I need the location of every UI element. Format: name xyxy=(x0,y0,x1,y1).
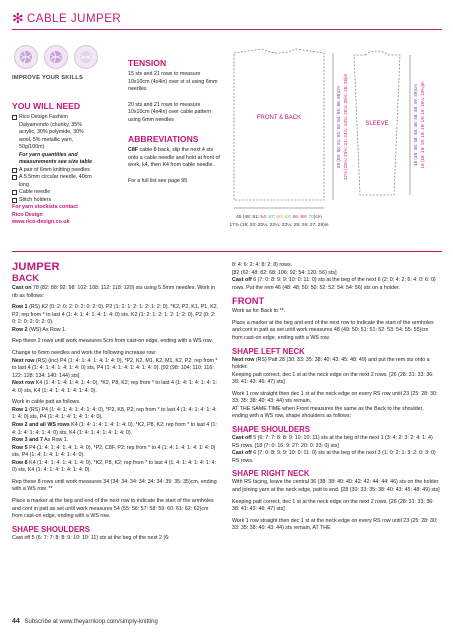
tension-text: 20 sts and 21 rows to measure 10x10cm (4x4in) over cable pattern using 6mm needles xyxy=(128,101,212,123)
section-divider xyxy=(12,251,442,252)
instruction: Work 1 row straight then dec 1 st at the neck edge on every RS row until 23 (25: 28: 30: 33: 35: 38: 40: 43: 44) sts remain, AT THE SAME TIME when Front measures the same as the Back to the shoulder, ending with a WS row, shape shoulders as follows: xyxy=(232,390,438,420)
page-title: CABLE JUMPER xyxy=(27,13,122,25)
instruction: 8: 4: 6: 2: 4: 8: 2: 8) rows. xyxy=(232,262,293,268)
instruction: Cast off 6 (7: 0: 8: 9: 9: 10: 0: 11: 0) sts at the beg of the next 6 (2: 0: 4: 2: 6: 4: 0: 6: 0) rows. Put the rem 46 (48: 48: 50: 50: 52: 52: 54: 54: 56) sts on a holder. xyxy=(232,277,436,291)
instruction: Cast off 5 (6: 7: 7: 8: 8: 9: 10: 10: 11) sts at the beg of the next 1 (3: 4: 2: 3: 2: 4: 1: 4) RS rows. [18 (7: 0: 16: 9: 27: 20: 0: 33: 0) sts] xyxy=(232,435,433,449)
page-footer xyxy=(12,617,158,627)
instruction: Keeping patt correct, dec 1 st at the neck edge on the next 2 rows. [26 (28: 31: 33: 36: 38: 41: 43: 46: 47) sts] xyxy=(232,371,434,386)
front-heading: FRONT xyxy=(232,295,265,307)
checkbox-icon xyxy=(12,168,17,173)
instruction: Cast off 6 (7: 0: 8: 9: 9: 10: 0: 11: 0) sts at the beg of the next 3 (1: 0: 2: 1: 3: 2: 0: 3: 0) RS rows. xyxy=(232,450,436,464)
sleeve-measure-in: 19 (19: 19: 19: 19: 19: 19: 19: 19¼: 19¼)in xyxy=(420,81,425,169)
shape-shoulders-heading: SHAPE SHOULDERS xyxy=(12,524,90,534)
instruction: Row 5 P4 (1: 4: 1: 4: 1: 4: 1: 4: 0), *P2, C8F, P2; rep from * to 4 (1: 4: 1: 4: 1: 4: 1: 4: 0) sts, P4 (1: 4: 1: 4: 1: 4: 1: 4: 0). xyxy=(12,444,216,459)
checklist-item: Rico Design Fashion xyxy=(12,114,122,122)
instruction: Rep these 2 rows until work measures 5cm from cast-on edge, ending with a WS row. xyxy=(12,338,213,345)
skills-label: IMPROVE YOUR SKILLS xyxy=(12,75,84,81)
instruction: Keeping patt correct, dec 1 st at the neck edge on the next 2 rows. [26 (28: 31: 33: 36: 38: 41: 43: 46: 47) sts] xyxy=(232,498,434,513)
star-icon: ✻ xyxy=(12,10,24,26)
back-heading: BACK xyxy=(12,272,40,283)
tension-section xyxy=(128,57,218,124)
yarn-ball-icon xyxy=(74,45,98,69)
instruction: [82 (62: 48: 82: 68: 106: 92: 54: 120: 56) sts] xyxy=(232,269,337,276)
width-measure-cm: 45 (48: 51: 54: 57: 60: 63: 66: 69: 70)cm xyxy=(236,215,322,220)
instruction: Cast off 5 (6: 7: 7: 8: 8: 9: 10: 10: 11) sts at the beg of the next 2 (6: xyxy=(12,534,170,541)
tension-heading: TENSION xyxy=(128,58,167,68)
checkbox-icon xyxy=(12,175,17,180)
instruction: Cast on 78 (82: 88: 92: 98: 102: 108: 112: 118: 120) sts using 5.5mm needles. Work in rib as follows: xyxy=(12,285,216,299)
shape-left-neck-heading: SHAPE LEFT NECK xyxy=(232,346,305,356)
shape-shoulders-heading: SHAPE SHOULDERS xyxy=(232,425,310,435)
checkbox-icon xyxy=(12,190,17,195)
instruction: Row 1 (RS) K2 (0: 2: 0: 2: 0: 2: 0: 2: 0). P2 (1: 2: 1: 2: 1: 2: 1: 2: 0). *K2, P2, K1, P1, K2, P2; rep from * to last 4 (1: 4: 1: 4: 1: 4: 1: 4: 0) sts. K2 (1: 2: 1: 2: 1: 2: 1: 2: 0), P2 (0: 2: 0: 2: 0: 2: 0: 2: 0). xyxy=(12,304,219,326)
page-number: 44 xyxy=(12,618,20,625)
instruction: With RS facing, leave the central 36 (38: 38: 40: 40: 42: 42: 44: 44: 46) sts on the holder and joining yarn at the neck edge, patt to end. [28 (30: 33: 35: 38: 40: 43: 45: 48: 49) sts] xyxy=(232,479,440,493)
instruction: Row 3 and 7 As Row 1. xyxy=(12,437,69,444)
pattern-column-right xyxy=(232,262,440,537)
sleeve-measure-cm: 48 (48: 48: 48: 48: 48: 48: 48: 49: 49)cm xyxy=(413,84,418,166)
length-measure-in: 22¾ (23¼: 23½: 24: 24½: 24¾: 25¼: 25½: 26: 26)in xyxy=(343,73,348,181)
checkbox-icon xyxy=(12,198,17,203)
checklist-item: Stitch holders xyxy=(12,197,122,205)
you-will-need-heading: YOU WILL NEED xyxy=(12,101,81,111)
subscribe-link[interactable]: Subscribe at www.theyarnloop.com/simply-knitting xyxy=(24,619,158,625)
instruction: Work 1 row straight then dec 1 st at the neck edge on every RS row until 23 (25: 28: 30: 33: 35: 38: 40: 43: 44) sts remain, AT THE xyxy=(232,517,438,532)
pattern-column-left xyxy=(12,262,220,546)
instruction: Next row K4 (1: 4: 1: 4: 1: 4: 1: 4: 0), *K2, P8, K2; rep from * to last 4 (1: 4: 1: 4: 1: 4: 1: 4: 0) sts, K4 (1: 4: 1: 4: 1: 4: 1: 4: 0). xyxy=(12,380,217,394)
checkbox-icon xyxy=(12,115,17,120)
abbreviation-note: For a full list see page 95 xyxy=(128,177,188,184)
checklist-item: Cable needle xyxy=(12,189,122,197)
instruction: Work in cable patt as follows. Row 1 (RS) P4 (1: 4: 1: 4: 1: 4: 1: 4: 0), *P2, K8, P2; rep from * to last 4 (1: 4: 1: 4: 1: 4: 1: 4: 0) sts, P4 (1: 4: 1: 4: 1: 4: 1: 4: 0). xyxy=(12,399,217,421)
abbreviations-section xyxy=(128,133,220,185)
garment-schematic xyxy=(222,45,444,245)
instruction: Change to 6mm needles and work the following increase row: Next row (RS) (inc) P4 (1: 4: 1: 4: 1: 4: 1: 4: 0), *P2, K2, M1, K2, M1, K2, P2; rep from * to last 4 (1: 4: 1: 4: 1: 4: 1: 4: 0) sts, P4 (1: 4: 1: 4: 1: 4: 1: 4: 0). [92 (98: 104: 110: 116: 122: 128: 134: 140: 144) sts] xyxy=(12,350,218,379)
instruction: Row 2 and all WS rows K4 (1: 4: 1: 4: 1: 4: 1: 4: 0), *K2, P8, K2; rep from * to last 4 (1: 4: 1: 4: 1: 4: 1: 4: 0) sts, K4 (1: 4: 1: 4: 1: 4: 1: 4: 0). xyxy=(12,422,217,436)
checklist-item: A pair of 6mm knitting needles xyxy=(12,167,122,175)
instruction: Work as for Back to **. xyxy=(232,308,286,315)
abbreviation-entry: C8F cable 8 back, slip the next 4 sts onto a cable needle and hold at front of work, k4, then K4 from cable needle. xyxy=(128,147,220,169)
page-header xyxy=(12,8,442,30)
instruction: Place a marker at the beg and end of the next row to indicate the start of the armholes and cont in patt as set until work measures 54 (55: 56: 57: 58: 59: 60: 61: 62: 62)cm from cast-on edge, ending with a WS row. xyxy=(12,498,214,520)
skill-icons xyxy=(14,45,112,69)
front-back-label: FRONT & BACK xyxy=(256,115,302,121)
instruction: Place a marker at the beg and end of the next row to indicate the start of the armholes and cont in patt as set until work measures 48 (49: 50: 51: 51: 52: 53: 54: 55: 55)cm from cast-on edge, ending with a WS row. xyxy=(232,319,434,341)
front-back-outline xyxy=(234,49,324,200)
sleeve-label: SLEEVE xyxy=(365,121,389,127)
tension-text: 15 sts and 21 rows to measure 10x10cm (4x4in) over st st using 6mm needles xyxy=(128,71,218,93)
shape-right-neck-heading: SHAPE RIGHT NECK xyxy=(232,469,310,479)
yarn-ball-icon xyxy=(14,45,38,69)
improve-skills xyxy=(12,45,112,82)
instruction: Next row (RS) Patt 28 (30: 33: 35: 38: 40: 43: 45: 48: 49) and put the rem sts onto a holder. xyxy=(232,356,430,371)
instruction: Rep these 8 rows until work measures 34 (34: 34: 34: 34: 34: 34: 35: 35: 35)cm, ending with a WS row. ** xyxy=(12,478,217,493)
instruction: Row 8 K4 (1: 4: 1: 4: 1: 4: 1: 4: 0), *K2, P8, K2; rep from * to last 4 (1: 4: 1: 4: 1: 4: 1: 4: 0) sts, K4 (1: 4: 1: 4: 1: 4: 1: 4: 0). xyxy=(12,459,217,474)
jumper-heading: JUMPER xyxy=(12,261,60,273)
width-measure-in: 17¾ (19: 20: 20¼: 22¼: 23¼: 25: 26: 27: 28)in xyxy=(229,223,329,228)
stockist-link[interactable]: www.rico-design.co.uk xyxy=(12,219,70,226)
abbreviations-heading: ABBREVIATIONS xyxy=(128,134,199,144)
yarn-ball-icon xyxy=(44,45,68,69)
checklist-item: A 5.5mm circular needle, 40cm xyxy=(12,174,122,182)
instruction: Row 2 (WS) As Row 1. xyxy=(12,326,67,333)
length-measure-cm: 58 (59: 60: 61: 62: 63: 64: 65: 66: 66)cm xyxy=(336,86,341,168)
you-will-need: YOU WILL NEED Rico Design Fashion Daiyamondo (chunky, 35% acrylic, 30% polymide, 30% wool, 5% metallic yarn, 50g/100m) For yarn quantities and measurements see size table A pair of 6mm knitting needles A 5.5mm circular needle, 40cm long Cable needle Stitch holders For yarn stockists contact Rico Design www.rico-design.co.uk xyxy=(12,100,122,227)
